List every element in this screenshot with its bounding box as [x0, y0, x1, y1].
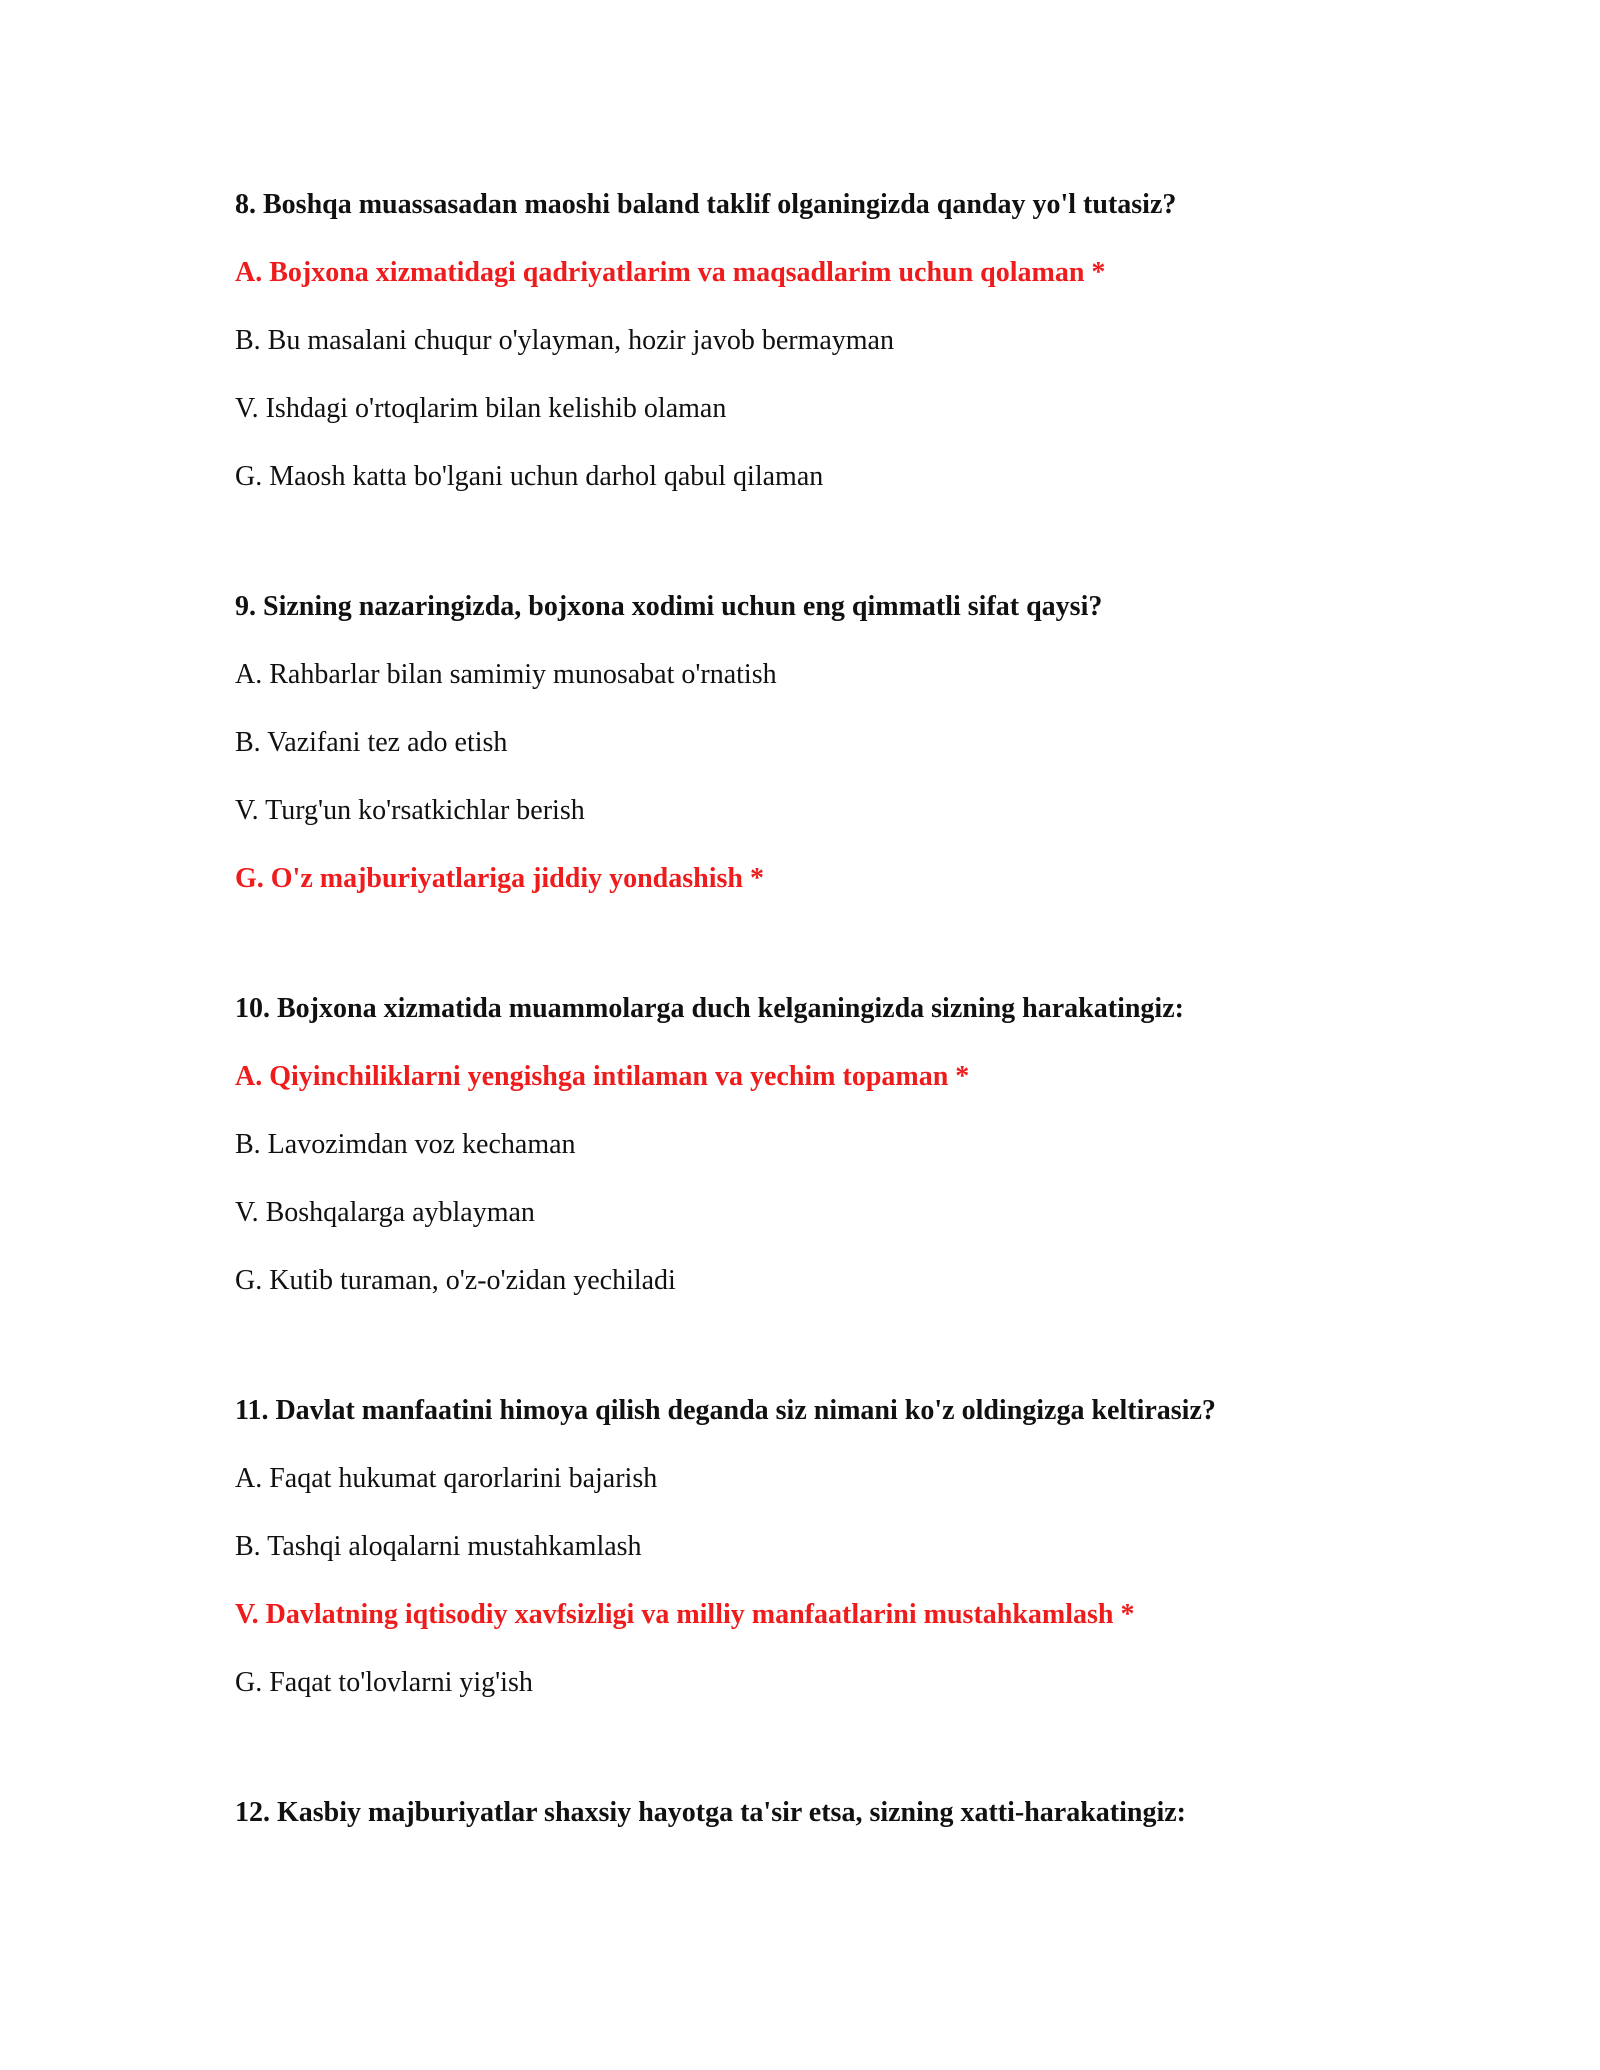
- answer-option: G. Maosh katta bo'lgani uchun darhol qabul qilaman: [235, 461, 824, 492]
- question-block: [235, 1394, 1435, 1700]
- question-title: 11. Davlat manfaatini himoya qilish deganda siz nimani ko'z oldingizga keltirasiz?: [235, 1395, 1216, 1426]
- question-block: [235, 590, 1435, 896]
- answer-option: G. Faqat to'lovlarni yig'ish: [235, 1667, 533, 1698]
- answer-option: V. Turg'un ko'rsatkichlar berish: [235, 795, 585, 826]
- question-block: [235, 188, 1435, 494]
- answer-option-correct: V. Davlatning iqtisodiy xavfsizligi va milliy manfaatlarini mustahkamlash *: [235, 1599, 1135, 1630]
- question-block: [235, 992, 1435, 1298]
- answer-option-correct: A. Bojxona xizmatidagi qadriyatlarim va maqsadlarim uchun qolaman *: [235, 257, 1106, 288]
- question-title: 8. Boshqa muassasadan maoshi baland taklif olganingizda qanday yo'l tutasiz?: [235, 189, 1177, 220]
- question-title: 12. Kasbiy majburiyatlar shaxsiy hayotga ta'sir etsa, sizning xatti-harakatingiz:: [235, 1797, 1187, 1828]
- answer-option: A. Rahbarlar bilan samimiy munosabat o'rnatish: [235, 659, 777, 690]
- answer-option: G. Kutib turaman, o'z-o'zidan yechiladi: [235, 1265, 676, 1296]
- answer-option: V. Boshqalarga ayblayman: [235, 1197, 535, 1228]
- question-block: [235, 1796, 1435, 1830]
- answer-option: B. Lavozimdan voz kechaman: [235, 1129, 576, 1160]
- answer-option-correct: A. Qiyinchiliklarni yengishga intilaman va yechim topaman *: [235, 1061, 970, 1092]
- question-title: 10. Bojxona xizmatida muammolarga duch kelganingizda sizning harakatingiz:: [235, 993, 1184, 1024]
- answer-option-correct: G. O'z majburiyatlariga jiddiy yondashish *: [235, 863, 764, 894]
- question-title: 9. Sizning nazaringizda, bojxona xodimi uchun eng qimmatli sifat qaysi?: [235, 591, 1103, 622]
- answer-option: B. Tashqi aloqalarni mustahkamlash: [235, 1531, 642, 1562]
- answer-option: B. Vazifani tez ado etish: [235, 727, 508, 758]
- answer-option: A. Faqat hukumat qarorlarini bajarish: [235, 1463, 658, 1494]
- answer-option: V. Ishdagi o'rtoqlarim bilan kelishib olaman: [235, 393, 727, 424]
- answer-option: B. Bu masalani chuqur o'ylayman, hozir javob bermayman: [235, 325, 894, 356]
